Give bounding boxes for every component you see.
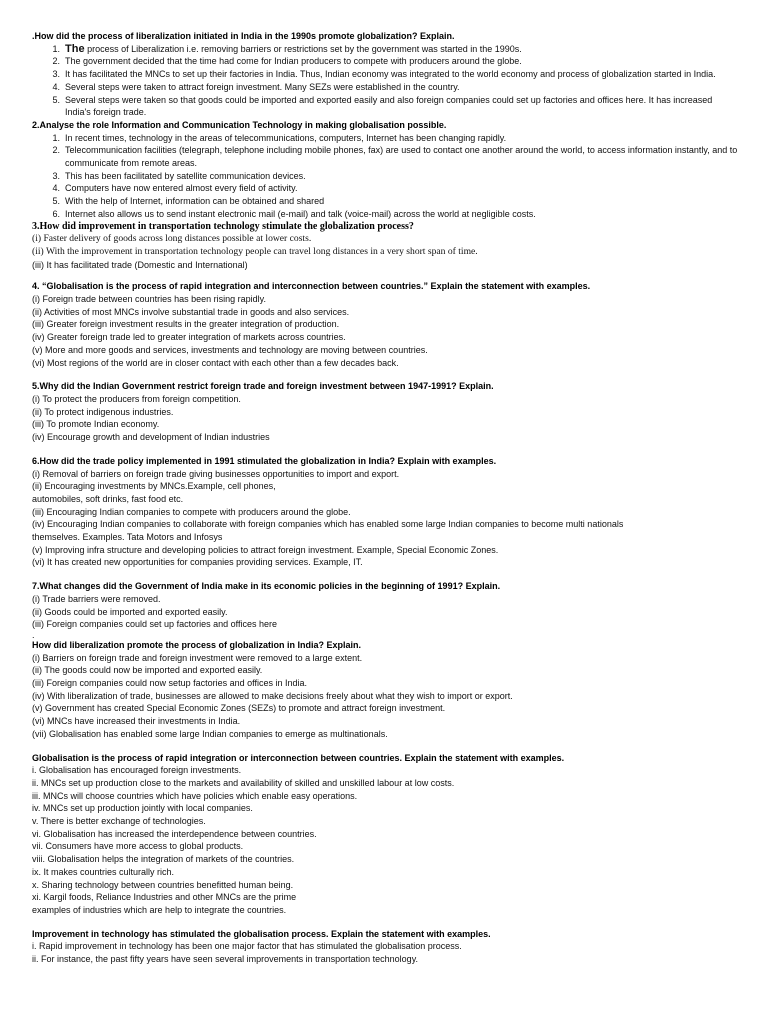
list-item: (iii) It has facilitated trade (Domestic and International) [32, 259, 248, 270]
list-item: (v) Improving infra structure and developing policies to attract foreign investment. Example, Special Economic Zones. [32, 544, 499, 555]
question-heading: 6.How did the trade policy implemented in 1991 stimulated the globalization in India? Explain with examples. [32, 455, 497, 466]
trailing-dot: . [32, 629, 35, 640]
list-item: (iv) With liberalization of trade, businesses are allowed to make decisions freely about what they wish to import or export. [32, 690, 513, 701]
question-heading: 5.Why did the Indian Government restrict foreign trade and foreign investment between 1947-1991? Explain. [32, 381, 494, 392]
question-heading: How did liberalization promote the process of globalization in India? Explain. [32, 639, 362, 650]
list-item: 3. This has been facilitated by satellite communication devices. [52, 170, 306, 181]
list-item: (v) More and more goods and services, investments and technology are moving between countries. [32, 344, 428, 355]
list-item: themselves. Examples. Tata Motors and Infosys [32, 532, 223, 543]
list-item: 5. With the help of Internet, information can be obtained and shared [52, 196, 325, 207]
list-item: (i) Barriers on foreign trade and foreign investment were removed to a large extent. [32, 652, 363, 663]
question-heading: .How did the process of liberalization initiated in India in the 1990s promote globalization? Explain. [32, 31, 455, 41]
list-item: (ii) Encouraging investments by MNCs.Example, cell phones, [32, 481, 276, 492]
list-item: 5. Several steps were taken so that goods could be imported and exported easily and also foreign companies could set up factories and offices here. It has increased India's foreign trade. [52, 94, 713, 118]
numbered-list [32, 43, 738, 119]
list-item: (i) To protect the producers from foreign competition. [32, 393, 241, 404]
list-item: (iii) Foreign companies could set up factories and offices here [32, 619, 277, 630]
list-item: examples of industries which are help to integrate the countries. [32, 905, 287, 915]
question-heading: 3.How did improvement in transportation technology stimulate the globalization process? [32, 220, 414, 232]
list-item: (iii) To promote Indian economy. [32, 419, 160, 430]
list-item: (ii) With the improvement in transportation technology people can travel long distances in a very short span of time. [32, 245, 478, 257]
list-item: iii. MNCs will choose countries which have policies which enable easy operations. [32, 790, 358, 801]
list-item: vii. Consumers have more access to global products. [32, 841, 244, 852]
list-item: (v) Government has created Special Economic Zones (SEZs) to promote and attract foreign investment. [32, 703, 446, 714]
list-item: (i) Foreign trade between countries has been rising rapidly. [32, 294, 266, 305]
list-item: 3. It has facilitated the MNCs to set up their factories in India. Thus, Indian economy was integrated to the world economy and process of globalization started in India. [52, 69, 716, 80]
list-item: ii. MNCs set up production close to the markets and availability of skilled and unskilled labour at low costs. [32, 777, 455, 788]
list-item: (vi) MNCs have increased their investments in India. [32, 716, 241, 727]
list-item: 2. Telecommunication facilities (telegraph, telephone including mobile phones, fax) are used to contact one another around the world, to access information instantly, and to communicate from remote areas. [52, 145, 738, 169]
list-item: automobiles, soft drinks, fast food etc. [32, 493, 184, 504]
list-item: i. Rapid improvement in technology has been one major factor that has stimulated the globalisation process. [32, 941, 462, 952]
list-item: 4. Several steps were taken to attract foreign investment. Many SEZs were established in the country. [52, 81, 460, 92]
list-item: (vii) Globalisation has enabled some large Indian companies to emerge as multinationals. [32, 728, 388, 739]
list-item: vi. Globalisation has increased the interdependence between countries. [32, 828, 317, 839]
list-item: (iv) Encouraging Indian companies to collaborate with foreign companies which has enabled some large Indian companies to become multi nationals [32, 519, 624, 530]
question-heading: Improvement in technology has stimulated the globalisation process. Explain the statement with examples. [32, 928, 491, 939]
list-item: (i) Removal of barriers on foreign trade giving businesses opportunities to import and export. [32, 468, 400, 479]
list-item: 1. In recent times, technology in the areas of telecommunications, computers, Internet has been changing rapidly. [52, 132, 507, 143]
list-item: (iv) Encourage growth and development of Indian industries [32, 432, 270, 443]
list-item: ii. For instance, the past fifty years have seen several improvements in transportation technology. [32, 954, 419, 965]
list-item: (iii) Greater foreign investment results in the greater integration of production. [32, 319, 340, 330]
list-item: (ii) To protect indigenous industries. [32, 406, 174, 417]
question-heading: 4. “Globalisation is the process of rapid integration and interconnection between countries.” Explain the statement with examples. [32, 281, 591, 292]
list-item: (i) Trade barriers were removed. [32, 593, 161, 604]
question-heading: 7.What changes did the Government of India make in its economic policies in the beginning of 1991? Explain. [32, 581, 501, 592]
list-item: i. Globalisation has encouraged foreign investments. [32, 765, 242, 776]
list-item: x. Sharing technology between countries benefitted human being. [32, 879, 294, 890]
list-item: 4. Computers have now entered almost every field of activity. [52, 183, 298, 194]
list-item: (ii) The goods could now be imported and exported easily. [32, 665, 263, 676]
list-item: 2. The government decided that the time had come for Indian producers to compete with producers around the globe. [52, 56, 522, 67]
list-item: (ii) Goods could be imported and exported easily. [32, 606, 228, 617]
list-item: iv. MNCs set up production jointly with local companies. [32, 803, 253, 814]
list-item: (iii) Encouraging Indian companies to compete with producers around the globe. [32, 506, 351, 517]
list-item: viii. Globalisation helps the integration of markets of the countries. [32, 854, 295, 865]
list-item: 6. Internet also allows us to send instant electronic mail (e-mail) and talk (voice-mail) across the world at negligible costs. [52, 208, 536, 219]
question-heading: 2.Analyse the role Information and Communication Technology in making globalisation possible. [32, 119, 447, 130]
list-item: (iv) Greater foreign trade led to greater integration of markets across countries. [32, 332, 346, 343]
list-item: v. There is better exchange of technologies. [32, 816, 206, 827]
list-item: (iii) Foreign companies could now setup factories and offices in India. [32, 678, 307, 689]
numbered-list [32, 132, 738, 221]
list-item: ix. It makes countries culturally rich. [32, 866, 175, 877]
list-item: 1. The process of Liberalization i.e. removing barriers or restrictions set by the government was started in the 1990s. [52, 42, 522, 55]
question-heading: Globalisation is the process of rapid integration or interconnection between countries. Explain the statement with examples. [32, 752, 565, 763]
list-item: (i) Faster delivery of goods across long distances possible at lower costs. [32, 233, 312, 245]
list-item: (vi) Most regions of the world are in closer contact with each other than a few decades back. [32, 357, 399, 368]
list-item: (vi) It has created new opportunities for companies providing services. Example, IT. [32, 557, 363, 568]
list-item: xi. Kargil foods, Reliance Industries and other MNCs are the prime [32, 892, 297, 903]
list-item: (ii) Activities of most MNCs involve substantial trade in goods and also services. [32, 306, 350, 317]
